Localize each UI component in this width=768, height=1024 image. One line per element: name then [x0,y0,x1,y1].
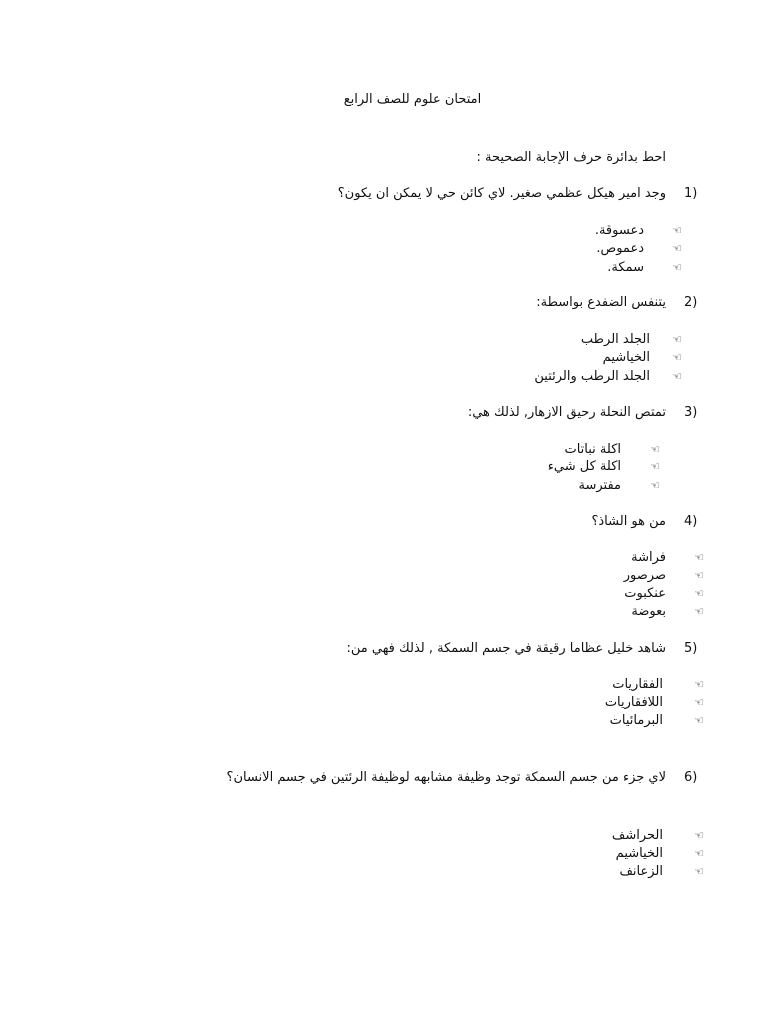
answer-option[interactable]: الحراشف [611,828,663,843]
question-text: تمتص النحلة رحيق الازهار, لذلك هي: [467,405,666,420]
question-number: 2) [684,295,698,310]
hand-pointing-icon: ☜ [672,224,682,237]
question-number: 3) [684,405,698,420]
hand-pointing-icon: ☜ [650,479,660,492]
question-number: 6) [684,770,698,785]
hand-pointing-icon: ☜ [672,261,682,274]
answer-option[interactable]: مفترسة [578,478,621,493]
question-text: شاهد خليل عظاما رقيقة في جسم السمكة , لذلك فهي من: [346,641,666,656]
question-text: لاي جزء من جسم السمكة توجد وظيفة مشابهه لوظيفة الرئتين في جسم الانسان؟ [226,770,666,785]
answer-option[interactable]: اكلة نباتات [564,442,621,457]
hand-pointing-icon: ☜ [694,551,704,564]
instruction-text: احط بدائرة حرف الإجابة الصحيحة : [476,150,666,165]
hand-pointing-icon: ☜ [672,242,682,255]
answer-option[interactable]: الخياشيم [602,350,650,365]
hand-pointing-icon: ☜ [694,829,704,842]
question-number: 4) [684,514,698,529]
hand-pointing-icon: ☜ [672,351,682,364]
question-number: 1) [684,186,698,201]
answer-option[interactable]: سمكة. [607,260,644,275]
answer-option[interactable]: البرمائيات [609,713,663,728]
answer-option[interactable]: عنكبوت [624,586,666,601]
answer-option[interactable]: بعوضة [631,604,666,619]
question-text: يتنفس الضفدع بواسطة: [536,295,666,310]
hand-pointing-icon: ☜ [650,460,660,473]
answer-option[interactable]: الجلد الرطب والرئتين [534,369,650,384]
answer-option[interactable]: الزعانف [619,864,663,879]
hand-pointing-icon: ☜ [694,847,704,860]
hand-pointing-icon: ☜ [694,569,704,582]
answer-option[interactable]: دعموص. [596,241,644,256]
answer-option[interactable]: فراشة [631,550,666,565]
exam-title: امتحان علوم للصف الرابع [343,92,482,107]
hand-pointing-icon: ☜ [694,714,704,727]
hand-pointing-icon: ☜ [672,333,682,346]
hand-pointing-icon: ☜ [694,678,704,691]
answer-option[interactable]: الفقاريات [612,677,663,692]
hand-pointing-icon: ☜ [694,696,704,709]
question-text: من هو الشاذ؟ [591,514,666,529]
hand-pointing-icon: ☜ [694,865,704,878]
answer-option[interactable]: الخياشيم [615,846,663,861]
answer-option[interactable]: صرصور [623,568,666,583]
hand-pointing-icon: ☜ [650,443,660,456]
hand-pointing-icon: ☜ [672,370,682,383]
answer-option[interactable]: اللافقاريات [604,695,663,710]
answer-option[interactable]: دعسوقة. [594,223,644,238]
answer-option[interactable]: الجلد الرطب [580,332,650,347]
question-text: وجد امير هيكل عظمي صغير. لاي كائن حي لا يمكن ان يكون؟ [337,186,666,201]
question-number: 5) [684,641,698,656]
answer-option[interactable]: اكلة كل شيء [547,459,621,474]
hand-pointing-icon: ☜ [694,587,704,600]
hand-pointing-icon: ☜ [694,605,704,618]
